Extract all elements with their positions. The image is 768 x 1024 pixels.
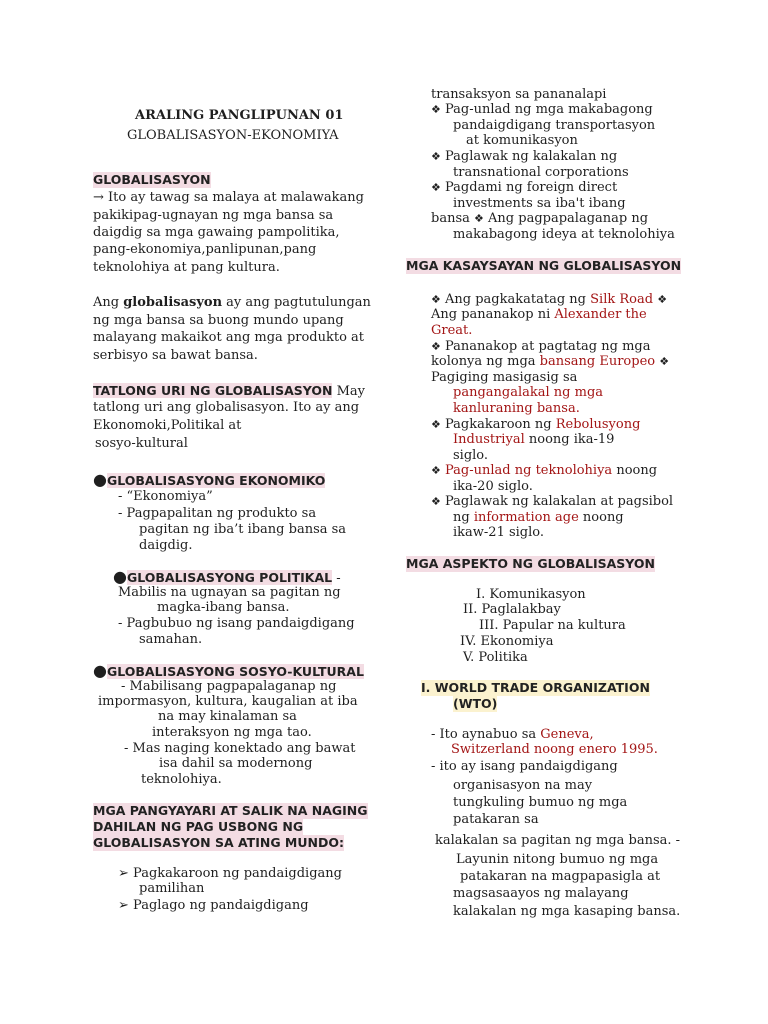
red-term: Silk Road [590, 292, 654, 307]
text-run: - Ito aynabuo sa [431, 727, 541, 742]
ekonomiko-line [93, 472, 325, 490]
paragraph-line: pandaigdigang transportasyon [453, 118, 656, 133]
tatlong-uri-line [93, 383, 365, 400]
arrow-bullet-icon: ➢ [118, 866, 129, 881]
definition-line: → Ito ay tawag sa malaya at malawakang [93, 190, 364, 205]
paragraph-line: patakaran sa [453, 812, 539, 827]
paragraph-line: - Pagpapalitan ng produkto sa [118, 506, 317, 521]
paragraph-line: tatlong uri ang globalisasyon. Ito ay ang [93, 400, 360, 415]
paragraph-line: ikaw-21 siglo. [453, 525, 545, 540]
red-term: pangangalakal ng mga [453, 385, 604, 400]
paragraph-line: kalakalan ng mga kasaping bansa. [453, 904, 681, 919]
paragraph-line: samahan. [139, 632, 203, 647]
paragraph-line: siglo. [453, 448, 489, 463]
text-run: bansa [431, 211, 470, 226]
text-run: Ang pagkakatatag ng [445, 292, 591, 307]
diamond-bullet-icon: ❖ [431, 418, 441, 431]
diamond-bullet-icon: ❖ [431, 103, 441, 116]
paragraph-line: - “Ekonomiya” [118, 489, 213, 504]
aspekto-item: III. Papular na kultura [479, 618, 626, 633]
aspekto-item: II. Paglalakbay [463, 602, 561, 617]
politikal-heading: GLOBALISASYONG POLITIKAL [126, 570, 333, 585]
text-run: May [332, 384, 365, 399]
paragraph-line: sosyo-kultural [95, 436, 188, 451]
paragraph-line: teknolohiya. [141, 772, 222, 787]
paragraph-line: transaksyon sa pananalapi [431, 87, 607, 102]
text-run: Paglago ng pandaigdigang [133, 898, 309, 913]
mga-pangyayari-heading: DAHILAN NG PAG USBONG NG [93, 819, 304, 834]
red-term: Pag-unlad ng teknolohiya [445, 463, 613, 478]
arrow-list-item [118, 866, 342, 882]
history-line [431, 494, 673, 510]
diamond-bullet-icon: ❖ [431, 150, 441, 163]
red-term: kanluraning bansa. [453, 401, 580, 416]
text-run: Pananakop at pagtatag ng mga [445, 339, 651, 354]
paragraph-line: pamilihan [139, 881, 205, 896]
history-line [453, 432, 614, 448]
history-line [431, 307, 647, 323]
paragraph-line: magsasaayos ng malayang [453, 886, 629, 901]
definition-line: pang-ekonomiya,panlipunan,pang [93, 242, 317, 257]
text-run: ay ang pagtutulungan [222, 295, 371, 310]
history-line [431, 292, 667, 308]
paragraph-line: Mabilis na ugnayan sa pagitan ng [118, 585, 341, 600]
arrow-list-item [118, 898, 309, 914]
paragraph-line: malayang makaikot ang mga produkto at [93, 330, 365, 345]
diamond-list-item [431, 102, 653, 118]
diamond-bullet-icon: ❖ [657, 293, 668, 306]
paragraph-line: na may kinalaman sa [158, 709, 297, 724]
arrow-bullet-icon: ➢ [118, 898, 129, 913]
paragraph-line: daigdig. [139, 538, 193, 553]
document-title: ARALING PANGLIPUNAN 01 [135, 108, 344, 123]
tatlong-uri-heading: TATLONG URI NG GLOBALISASYON [93, 383, 333, 398]
text-run: Pag-unlad ng mga makabagong [445, 102, 653, 117]
globalisasyon-heading: GLOBALISASYON [93, 172, 211, 187]
bullet-icon: ● [113, 567, 127, 586]
history-line [453, 510, 624, 526]
paragraph-line: pagitan ng iba’t ibang bansa sa [139, 522, 347, 537]
definition-line: teknolohiya at pang kultura. [93, 260, 280, 275]
kasaysayan-heading: MGA KASAYSAYAN NG GLOBALISASYON [406, 258, 682, 273]
diamond-bullet-icon: ❖ [431, 340, 441, 353]
diamond-bullet-icon: ❖ [659, 355, 670, 368]
paragraph-line: interaksyon ng mga tao. [152, 725, 312, 740]
red-term: Great. [431, 323, 473, 338]
paragraph-line: kalakalan sa pagitan ng mga bansa. - [435, 833, 681, 848]
diamond-list-item [431, 149, 617, 165]
aspekto-item: V. Politika [463, 650, 528, 665]
paragraph-line: - Mas naging konektado ang bawat [124, 741, 356, 756]
text-run: Ang pananakop ni [431, 307, 555, 322]
paragraph-line: tungkuling bumuo ng mga [453, 795, 628, 810]
text-run: Pagkakaroon ng [445, 417, 556, 432]
definition-line: pakikipag-ugnayan ng mga bansa sa [93, 208, 334, 223]
text-run: Pagdami ng foreign direct [445, 180, 618, 195]
diamond-list-item [431, 180, 617, 196]
wto-heading: I. WORLD TRADE ORGANIZATION [421, 680, 650, 695]
text-run: - [332, 571, 341, 586]
paragraph-line: makabagong ideya at teknolohiya [453, 227, 675, 242]
wto-line [431, 727, 594, 743]
text-run: kolonya ng mga [431, 354, 540, 369]
text-run: Paglawak ng kalakalan ng [445, 149, 618, 164]
paragraph-line: Ekonomoki,Politikal at [93, 418, 242, 433]
paragraph-line: at komunikasyon [466, 133, 578, 148]
diamond-bullet-icon: ❖ [431, 181, 441, 194]
text-run: Paglawak ng kalakalan at pagsibol [445, 494, 674, 509]
aspekto-item: I. Komunikasyon [476, 587, 586, 602]
mga-pangyayari-heading: MGA PANGYAYARI AT SALIK NA NAGING [93, 803, 368, 818]
paragraph-line: serbisyo sa bawat bansa. [93, 348, 258, 363]
paragraph-line: Pagiging masigasig sa [431, 370, 578, 385]
bullet-icon: ● [93, 470, 107, 489]
red-term: Industriyal [453, 432, 525, 447]
paragraph-line: ika-20 siglo. [453, 479, 533, 494]
history-line [431, 417, 640, 433]
history-line [431, 354, 669, 370]
text-run: noong ika-19 [524, 432, 615, 447]
red-term: Rebolusyong [555, 417, 641, 432]
document-subtitle: GLOBALISASYON-EKONOMIYA [127, 128, 339, 143]
definition-line: daigdig sa mga gawaing pampolitika, [93, 225, 340, 240]
history-line [431, 339, 650, 355]
diamond-bullet-icon: ❖ [431, 293, 441, 306]
paragraph-line: ng mga bansa sa buong mundo upang [93, 313, 344, 328]
diamond-bullet-icon: ❖ [431, 464, 441, 477]
bold-term: globalisasyon [123, 295, 223, 310]
paragraph-line: impormasyon, kultura, kaugalian at iba [98, 694, 358, 709]
aspekto-heading: MGA ASPEKTO NG GLOBALISASYON [406, 556, 655, 571]
text-run: Ang [93, 295, 124, 310]
history-line [431, 463, 657, 479]
diamond-bullet-icon: ❖ [474, 212, 484, 225]
sosyo-kultural-heading: GLOBALISASYONG SOSYO-KULTURAL [106, 664, 364, 679]
mixed-line [431, 211, 648, 227]
text-run: noong [612, 463, 658, 478]
paragraph-line: Layunin nitong bumuo ng mga [456, 852, 659, 867]
red-term: Switzerland noong enero 1995. [451, 742, 658, 757]
red-term: Geneva, [540, 727, 594, 742]
paragraph-line: - Mabilisang pagpapalaganap ng [121, 679, 337, 694]
paragraph-line: magka-ibang bansa. [157, 600, 290, 615]
paragraph-line: transnational corporations [453, 165, 629, 180]
red-term: bansang Europeo [539, 354, 656, 369]
ekonomiko-heading: GLOBALISASYONG EKONOMIKO [106, 473, 326, 488]
ang-globalisasyon-line [93, 295, 371, 311]
bullet-icon: ● [93, 661, 107, 680]
text-run: ng [453, 510, 474, 525]
wto-heading: (WTO) [453, 696, 498, 711]
paragraph-line: isa dahil sa modernong [159, 756, 313, 771]
paragraph-line: patakaran na magpapasigla at [460, 869, 661, 884]
text-run: noong [578, 510, 624, 525]
paragraph-line: - Pagbubuo ng isang pandaigdigang [118, 616, 355, 631]
mga-pangyayari-heading: GLOBALISASYON SA ATING MUNDO: [93, 835, 344, 850]
text-run: Ang pagpapalaganap ng [488, 211, 649, 226]
aspekto-item: IV. Ekonomiya [460, 634, 554, 649]
red-term: Alexander the [554, 307, 647, 322]
diamond-bullet-icon: ❖ [431, 495, 441, 508]
text-run: Pagkakaroon ng pandaigdigang [133, 866, 342, 881]
red-term: information age [473, 510, 579, 525]
paragraph-line: - ito ay isang pandaigdigang [431, 759, 618, 774]
paragraph-line: organisasyon na may [453, 778, 593, 793]
paragraph-line: investments sa iba't ibang [453, 196, 626, 211]
